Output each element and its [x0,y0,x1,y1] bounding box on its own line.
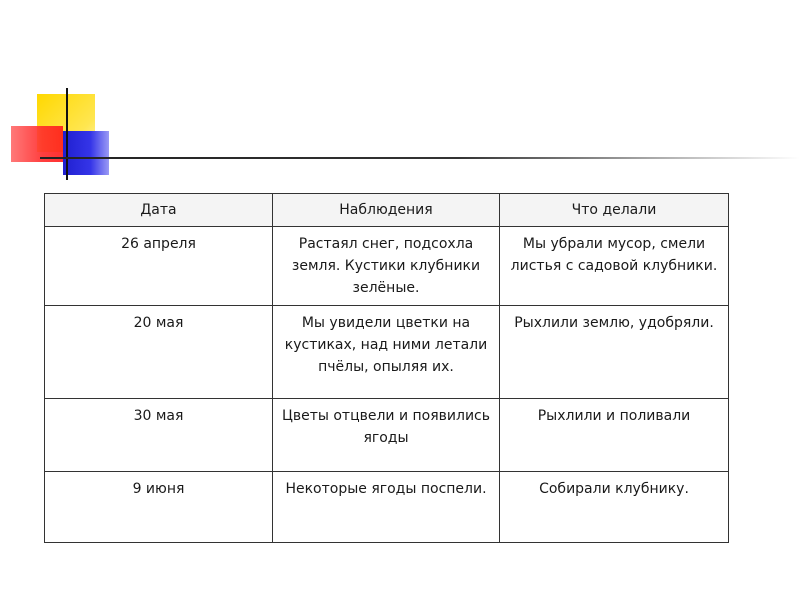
cell-date: 9 июня [45,472,273,543]
cell-observation: Некоторые ягоды поспели. [273,472,500,543]
cell-observation: Цветы отцвели и появились ягоды [273,399,500,472]
horizontal-rule-decoration [40,157,800,159]
cell-date: 30 мая [45,399,273,472]
observation-table [44,193,729,543]
table-row [45,472,729,543]
blue-square-decoration [63,131,109,175]
vertical-rule-decoration [66,88,68,180]
table-row [45,227,729,306]
table-row [45,399,729,472]
header-date: Дата [45,194,273,227]
cell-action: Рыхлили землю, удобряли. [500,306,729,399]
cell-observation: Растаял снег, подсохла земля. Кустики клубники зелёные. [273,227,500,306]
table-header-row [45,194,729,227]
cell-action: Рыхлили и поливали [500,399,729,472]
cell-action: Мы убрали мусор, смели листья с садовой клубники. [500,227,729,306]
slide-ornament [0,0,800,200]
header-actions: Что делали [500,194,729,227]
cell-observation: Мы увидели цветки на кустиках, над ними летали пчёлы, опыляя их. [273,306,500,399]
observation-table-container [44,193,728,543]
header-observations: Наблюдения [273,194,500,227]
cell-date: 20 мая [45,306,273,399]
cell-date: 26 апреля [45,227,273,306]
cell-action: Собирали клубнику. [500,472,729,543]
table-row [45,306,729,399]
